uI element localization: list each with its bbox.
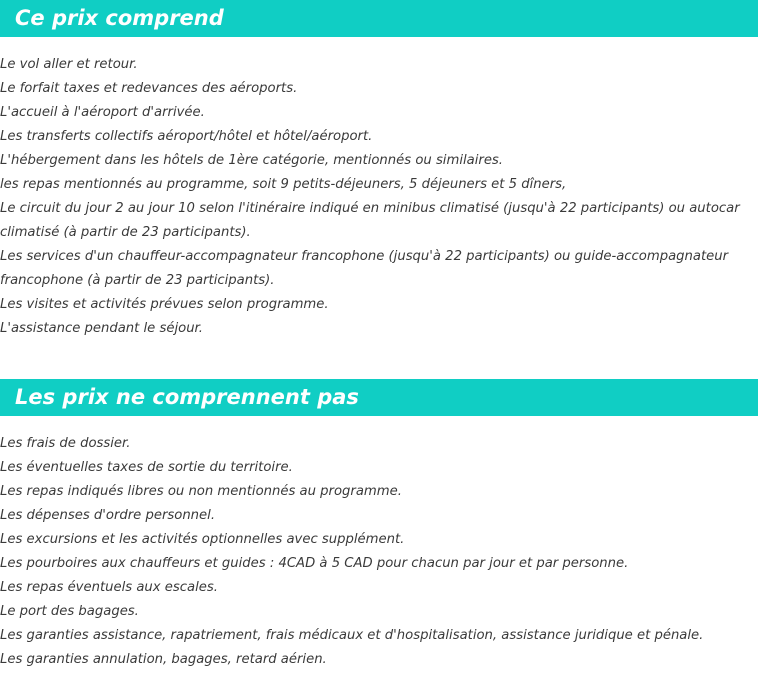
- included-item: Les transferts collectifs aéroport/hôtel et hôtel/aéroport.: [0, 129, 373, 144]
- included-list: [0, 53, 758, 341]
- included-item: L'assistance pendant le séjour.: [0, 321, 203, 336]
- included-item: les repas mentionnés au programme, soit 9 petits-déjeuners, 5 déjeuners et 5 dîners,: [0, 177, 567, 192]
- excluded-item: Les garanties annulation, bagages, retard aérien.: [0, 652, 327, 667]
- excluded-item: Le port des bagages.: [0, 604, 139, 619]
- excluded-item: Les dépenses d'ordre personnel.: [0, 508, 216, 523]
- excluded-item: Les pourboires aux chauffeurs et guides : 4CAD à 5 CAD pour chacun par jour et par personne.: [0, 556, 629, 571]
- included-item: Les visites et activités prévues selon programme.: [0, 297, 329, 312]
- included-item: L'hébergement dans les hôtels de 1ère catégorie, mentionnés ou similaires.: [0, 153, 503, 168]
- included-item: Le circuit du jour 2 au jour 10 selon l'itinéraire indiqué en minibus climatisé (jusqu'à 22 participants) ou autocar climatisé (à partir de 23 participants).: [0, 201, 740, 240]
- excluded-item: Les repas éventuels aux escales.: [0, 580, 218, 595]
- included-item: Le vol aller et retour.: [0, 57, 138, 72]
- excluded-item: Les repas indiqués libres ou non mentionnés au programme.: [0, 484, 402, 499]
- excluded-item: Les garanties assistance, rapatriement, frais médicaux et d'hospitalisation, assistance juridique et pénale.: [0, 628, 704, 643]
- included-item: L'accueil à l'aéroport d'arrivée.: [0, 105, 205, 120]
- included-section-title: Ce prix comprend: [0, 0, 758, 37]
- included-item: Les services d'un chauffeur-accompagnateur francophone (jusqu'à 22 participants) ou guide-accompagnateur francophone (à partir de 23 participants).: [0, 249, 729, 288]
- excluded-item: Les excursions et les activités optionnelles avec supplément.: [0, 532, 405, 547]
- excluded-item: Les éventuelles taxes de sortie du territoire.: [0, 460, 293, 475]
- included-item: Le forfait taxes et redevances des aéroports.: [0, 81, 298, 96]
- excluded-list: [0, 432, 758, 672]
- excluded-section-title: Les prix ne comprennent pas: [0, 379, 758, 416]
- excluded-item: Les frais de dossier.: [0, 436, 131, 451]
